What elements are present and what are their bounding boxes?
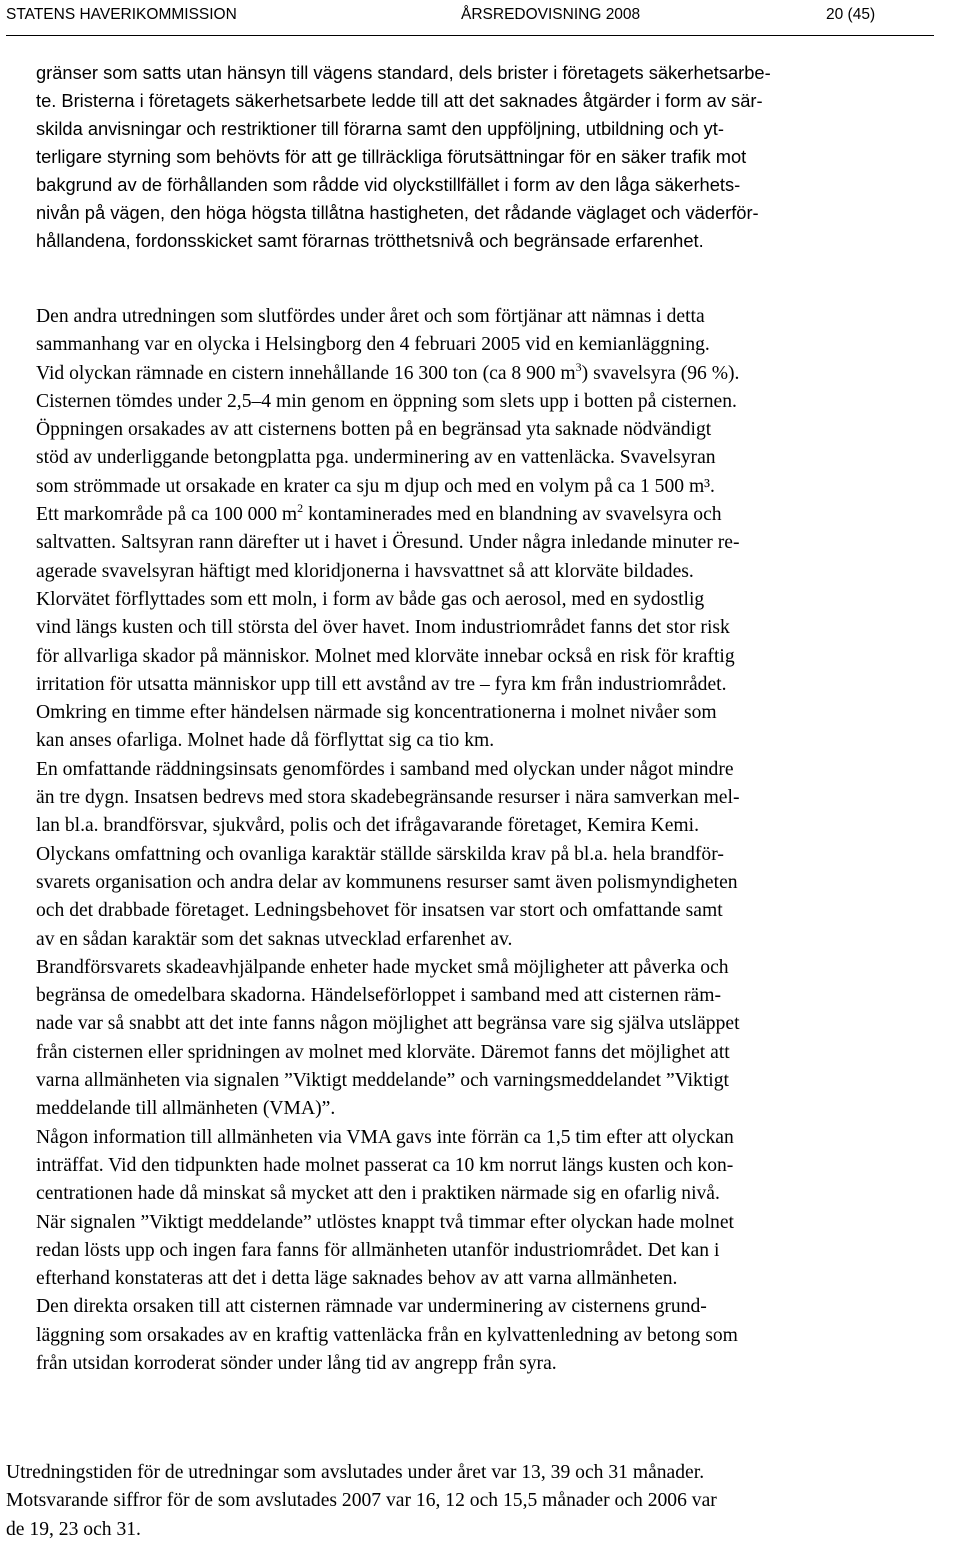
- text-line: begränsa de omedelbara skadorna. Händelseförloppet i samband med att cisternen räm-: [36, 985, 721, 1007]
- paragraph-helsingborg-accident: [36, 303, 740, 1378]
- page-header: [0, 0, 960, 34]
- text-line: redan lösts upp och ingen fara fanns för allmänheten utanför industriområdet. Det kan i: [36, 1239, 720, 1261]
- text-line: de 19, 23 och 31.: [6, 1518, 141, 1540]
- text-line: Klorvätet förflyttades som ett moln, i form av både gas och aerosol, med en sydostlig: [36, 588, 705, 610]
- text-line: irritation för utsatta människor upp till ett avstånd av tre – fyra km från industriområdet.: [36, 673, 727, 695]
- text-line: bakgrund av de förhållanden som rådde vid olyckstillfället i form av den låga säkerhets-: [36, 174, 741, 195]
- text-line: meddelande till allmänheten (VMA)”.: [36, 1098, 336, 1120]
- text-line: En omfattande räddningsinsats genomfördes i samband med olyckan under något mindre: [36, 758, 734, 780]
- text-line: centrationen hade då minskat så mycket att den i praktiken närmade sig en ofarlig nivå.: [36, 1183, 720, 1205]
- text-line: Brandförsvarets skadeavhjälpande enheter hade mycket små möjligheter att påverka och: [36, 956, 729, 978]
- text-line: lan bl.a. brandförsvar, sjukvård, polis och det ifrågavarande företaget, Kemira Kemi.: [36, 815, 699, 837]
- text-line: för allvarliga skador på människor. Molnet med klorväte innebar också en risk för kraftig: [36, 645, 735, 667]
- text-line: varna allmänheten via signalen ”Viktigt meddelande” och varningsmeddelandet ”Viktigt: [36, 1070, 729, 1092]
- text-line: svarets organisation och andra delar av kommunens resurser samt även polismyndigheten: [36, 871, 738, 893]
- text-line: stöd av underliggande betongplatta pga. underminering av en vattenläcka. Svavelsyran: [36, 447, 716, 469]
- text-line: Öppningen orsakades av att cisternens botten på en begränsad yta saknade nödvändigt: [36, 419, 712, 441]
- text-line: Någon information till allmänheten via VMA gavs inte förrän ca 1,5 tim efter att olyckan: [36, 1126, 734, 1148]
- text-line: sammanhang var en olycka i Helsingborg den 4 februari 2005 vid en kemianläggning.: [36, 334, 710, 356]
- text-line-area: Ett markområde på ca 100 000 $m^2$ kontaminerades med en blandning av svavelsyra och: [36, 501, 722, 526]
- text-line: terligare styrning som behövts för att ge tillräckliga förutsättningar för en säker trafik mot: [36, 146, 747, 167]
- text-line: kan anses ofarliga. Molnet hade då förflyttat sig ca tio km.: [36, 730, 495, 752]
- text-line: nivån på vägen, den höga högsta tillåtna hastigheten, det rådande väglaget och väderför-: [36, 202, 759, 223]
- text-line: Cisternen tömdes under 2,5–4 min genom en öppning som slets upp i botten på cisternen.: [36, 390, 737, 412]
- text-line: gränser som satts utan hänsyn till vägens standard, dels brister i företagets säkerhetsarbe-: [36, 62, 771, 83]
- text-line: från cisternen eller spridningen av molnet med klorväte. Däremot fanns det möjlighet att: [36, 1041, 730, 1063]
- text-line: saltvatten. Saltsyran rann därefter ut i havet i Öresund. Under några inledande minuter re-: [36, 532, 740, 554]
- text-line: Motsvarande siffror för de som avslutades 2007 var 16, 12 och 15,5 månader och 2006 var: [6, 1490, 717, 1512]
- superscript: 3: [575, 359, 582, 374]
- text-line: agerade svavelsyran häftigt med kloridjonerna i havsvattnet så att klorväte bildades.: [36, 560, 694, 582]
- text-line: vind längs kusten och till största del över havet. Inom industriområdet fanns det stor risk: [36, 617, 730, 639]
- header-divider: [6, 35, 934, 36]
- text-line: än tre dygn. Insatsen bedrevs med stora skadebegränsande resurser i nära samverkan mel-: [36, 787, 740, 809]
- text-line: Den direkta orsaken till att cisternen rämnade var underminering av cisternens grund-: [36, 1296, 707, 1318]
- superscript: 2: [297, 501, 304, 516]
- text-line: från utsidan korroderat sönder under lång tid av angrepp från syra.: [36, 1352, 557, 1374]
- paragraph-investigation-times: [6, 1459, 717, 1544]
- text-line: efterhand konstateras att det i detta läge saknades behov av att varna allmänheten.: [36, 1268, 678, 1290]
- header-page-number: 20 (45): [826, 6, 876, 23]
- text-line: När signalen ”Viktigt meddelande” utlöstes knappt två timmar efter olyckan hade molnet: [36, 1211, 734, 1233]
- text-line: inträffat. Vid den tidpunkten hade molnet passerat ca 10 km norrut längs kusten och kon-: [36, 1154, 734, 1176]
- paragraph-road-accident: [36, 59, 771, 255]
- text-line: hållandena, fordonsskicket samt förarnas trötthetsnivå och begränsade erfarenhet.: [36, 230, 704, 251]
- text-line: Olyckans omfattning och ovanliga karaktär ställde särskilda krav på bl.a. hela brandför-: [36, 843, 724, 865]
- text-line: och det drabbade företaget. Ledningsbehovet för insatsen var stort och omfattande samt: [36, 900, 723, 922]
- text-line: te. Bristerna i företagets säkerhetsarbete ledde till att det saknades åtgärder i form av sär-: [36, 90, 763, 111]
- text-line: av en sådan karaktär som det saknas utvecklad erfarenhet av.: [36, 928, 513, 950]
- text-line: skilda anvisningar och restriktioner till förarna samt den uppföljning, utbildning och yt-: [36, 118, 724, 139]
- text-line: nade var så snabbt att det inte fanns någon möjlighet att begränsa vare sig själva utsläppet: [36, 1013, 740, 1035]
- text-line: Den andra utredningen som slutfördes under året och som förtjänar att nämnas i detta: [36, 306, 705, 327]
- header-organization: STATENS HAVERIKOMMISSION: [6, 6, 237, 23]
- text-line: Omkring en timme efter händelsen närmade sig koncentrationerna i molnet nivåer som: [36, 702, 717, 724]
- text-line: Utredningstiden för de utredningar som avslutades under året var 13, 39 och 31 månader.: [6, 1462, 705, 1483]
- header-title: ÅRSREDOVISNING 2008: [461, 6, 641, 23]
- text-line-volume: Vid olyckan rämnade en cistern innehållande 16 300 ton (ca 8 900 $m^3$) svavelsyra (96 %).: [36, 359, 740, 384]
- text-line: läggning som orsakades av en kraftig vattenläcka från en kylvattenledning av betong som: [36, 1324, 738, 1346]
- text-line: som strömmade ut orsakade en krater ca sju m djup och med en volym på ca 1 500 m³.: [36, 475, 715, 497]
